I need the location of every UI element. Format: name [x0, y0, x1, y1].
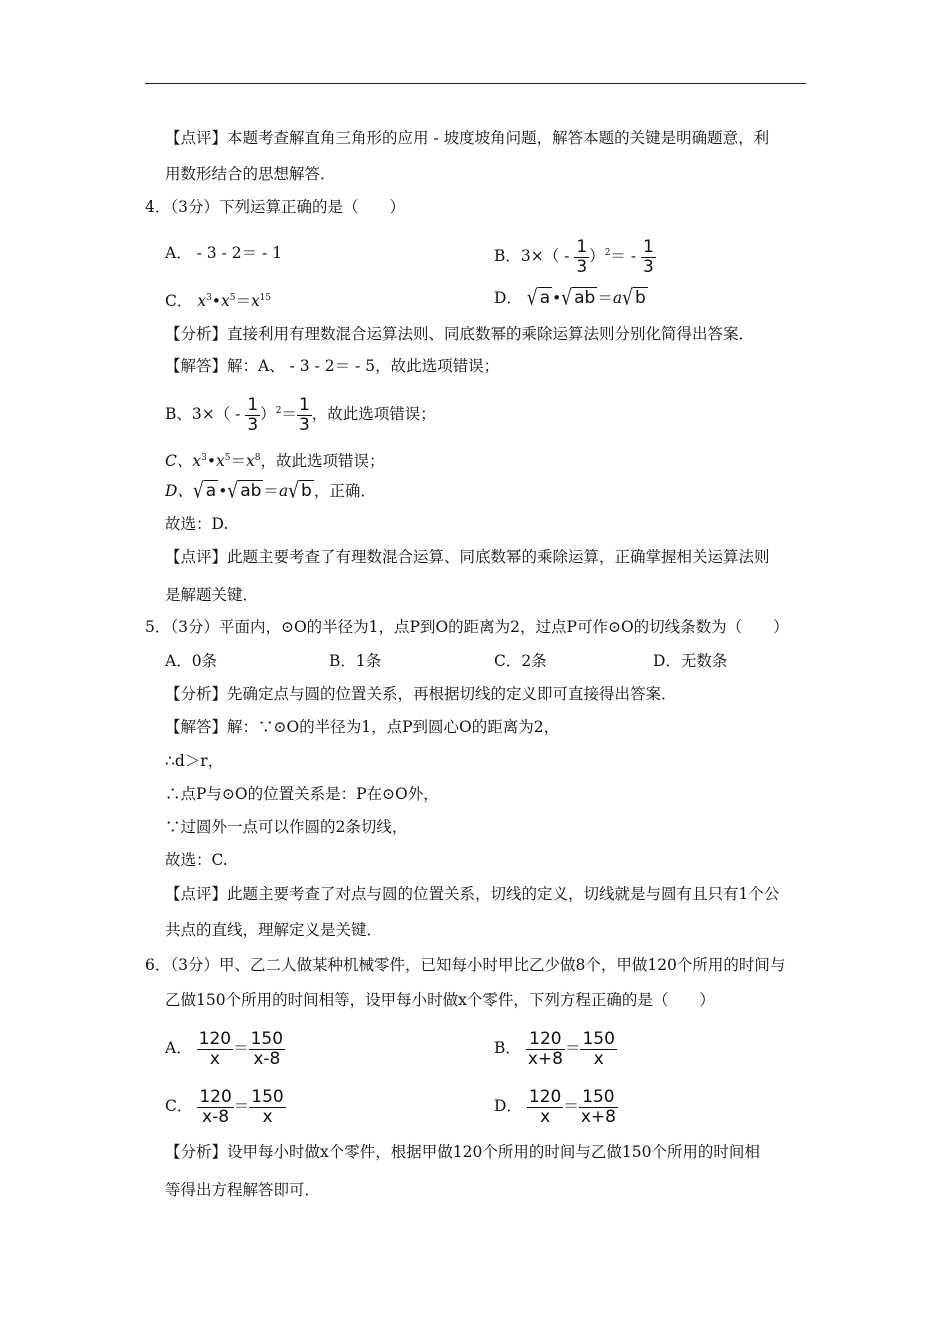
frac-denominator: x-8	[249, 1049, 285, 1069]
comment-label: 【点评】	[165, 129, 228, 147]
frac-numerator: 1	[247, 394, 259, 415]
frac-numerator: 1	[298, 394, 310, 415]
var-x: x	[246, 452, 255, 470]
frac-numerator: 120	[198, 1028, 232, 1049]
equals-sign: ＝	[563, 1097, 579, 1115]
header-rule	[145, 83, 806, 84]
q4-ans-b-frac-2	[297, 396, 312, 435]
q6-analysis-line-1	[165, 1142, 760, 1162]
q4-stem: 4．（3分）下列运算正确的是（ ）	[145, 198, 405, 216]
frac-denominator: x	[197, 1049, 233, 1069]
analysis-text: 直接利用有理数混合运算法则、同底数幂的乘除运算法则分别化简得出答案．	[227, 325, 755, 343]
frac-denominator: 3	[247, 414, 259, 435]
q4-c-label: C．	[165, 292, 193, 310]
equals-sign: ＝	[230, 452, 247, 470]
sqrt-a: √ a	[192, 478, 217, 504]
exponent: 2	[604, 248, 611, 258]
dot-operator: •	[218, 482, 228, 500]
var-a: a	[612, 289, 623, 307]
exponent: 5	[229, 293, 236, 303]
comment-text: 此题主要考查了有理数混合运算、同底数幂的乘除运算，正确掌握相关运算法则	[227, 548, 770, 566]
frac-denominator: x	[580, 1049, 616, 1069]
var-x: x	[250, 292, 260, 310]
comment-label: 【点评】	[165, 548, 228, 566]
q6-a-frac-left	[197, 1030, 233, 1069]
radicand: b	[301, 481, 312, 501]
q4-ans-d-label: D、	[165, 482, 193, 500]
q4-b-pre: B．3×（ -	[494, 247, 575, 265]
sqrt-ab: √ ab	[561, 285, 596, 311]
q4-choose: 故选：D.	[165, 515, 229, 533]
prev-comment-line-1	[165, 128, 769, 148]
q4-option-a: A． - 3 - 2＝ - 1	[165, 244, 283, 262]
frac-numerator: 120	[529, 1028, 562, 1049]
q4-comment-line-1	[165, 547, 770, 567]
frac-numerator: 1	[643, 236, 654, 257]
exponent: 2	[275, 406, 282, 416]
frac-denominator: 3	[576, 256, 588, 277]
radicand: b	[634, 288, 646, 308]
exponent: 8	[254, 453, 261, 463]
exponent: 5	[224, 453, 231, 463]
var-x: x	[220, 292, 230, 310]
dot-operator: •	[206, 452, 217, 470]
equals-sign: ＝	[233, 1097, 250, 1115]
equals-sign: ＝	[263, 482, 279, 500]
q6-b-frac-left	[526, 1030, 565, 1069]
q5-answer-3: ∴点P与⊙O的位置关系是：P在⊙O外，	[165, 785, 439, 803]
q5-stem: 5．（3分）平面内，⊙O的半径为1，点P到O的距离为2，过点P可作⊙O的切线条数为（ ）	[145, 618, 789, 636]
q4-option-d	[494, 285, 648, 311]
frac-denominator: x+8	[527, 1048, 563, 1069]
q5-analysis	[165, 684, 677, 704]
q4-ans-c-post: ，故此选项错误；	[260, 452, 385, 470]
equals-sign: ＝	[597, 289, 613, 307]
q6-a-label: A．	[165, 1039, 192, 1057]
frac-denominator: x+8	[580, 1106, 616, 1127]
analysis-text: 先确定点与圆的位置关系，再根据切线的定义即可直接得出答案．	[227, 685, 677, 703]
sqrt-a: √ a	[526, 285, 551, 311]
sqrt-b: √ b	[622, 285, 646, 311]
q6-stem-line-1: 6．（3分）甲、乙二人做某种机械零件，已知每小时甲比乙少做8个，甲做120个所用的时间与	[145, 956, 786, 974]
q4-option-c	[165, 288, 271, 311]
q5-answer-4: ∵过圆外一点可以作圆的2条切线，	[165, 818, 408, 836]
var-x: x	[197, 292, 207, 310]
q4-ans-b-pre: B、3×（ -	[165, 405, 246, 423]
radicand: a	[205, 481, 217, 501]
answer-label: 【解答】	[165, 718, 228, 736]
frac-numerator: 1	[576, 236, 588, 257]
analysis-text: 设甲每小时做x个零件，根据甲做120个所用的时间与乙做150个所用的时间相	[227, 1143, 760, 1161]
analysis-label: 【分析】	[165, 685, 228, 703]
equals-sign: ＝	[281, 405, 297, 423]
exponent: 15	[259, 293, 272, 303]
frac-denominator: x-8	[197, 1107, 233, 1127]
q4-ans-b-mid: ）	[260, 405, 276, 423]
q6-option-d	[494, 1084, 618, 1128]
comment-label: 【点评】	[165, 885, 228, 903]
q4-ans-c-label: C、	[165, 452, 193, 470]
analysis-label: 【分析】	[165, 325, 228, 343]
frac-numerator: 150	[582, 1086, 615, 1107]
q6-b-label: B．	[494, 1039, 521, 1057]
sqrt-ab: √ ab	[227, 478, 262, 504]
q6-c-label: C．	[165, 1097, 193, 1115]
q5-option-c: C．2条	[494, 652, 547, 670]
q6-option-c	[165, 1084, 286, 1128]
q5-option-a: A．0条	[165, 652, 218, 670]
q4-b-frac-2	[641, 238, 656, 277]
var-x: x	[192, 452, 202, 470]
q4-b-mid: ）	[589, 247, 605, 265]
q5-comment-line-1	[165, 884, 779, 904]
comment-text: 本题考查解直角三角形的应用 - 坡度坡角问题，解答本题的关键是明确题意，利	[227, 129, 770, 147]
q6-b-frac-right	[580, 1030, 616, 1069]
q4-ans-d-post: ，正确．	[313, 482, 376, 500]
equals-sign: ＝	[235, 292, 251, 310]
radicand: a	[539, 288, 551, 308]
sqrt-b: √ b	[288, 478, 312, 504]
q4-ans-b-post: ，故此选项错误；	[311, 405, 436, 423]
prev-comment-line-2: 用数形结合的思想解答．	[165, 165, 336, 183]
q4-option-b	[494, 230, 656, 279]
q4-ans-b-frac	[245, 396, 260, 435]
q5-choose: 故选：C.	[165, 851, 228, 869]
q6-d-label: D．	[494, 1097, 522, 1115]
frac-denominator: x	[527, 1107, 563, 1127]
var-x: x	[216, 452, 225, 470]
radicand: ab	[574, 288, 596, 308]
var-a: a	[278, 482, 289, 500]
dot-operator: •	[211, 292, 221, 310]
q5-answer-1	[165, 717, 559, 737]
q5-answer-2: ∴d＞r，	[165, 752, 224, 770]
q4-b-frac	[574, 238, 589, 277]
q4-d-label: D．	[494, 289, 522, 307]
q4-answer-c	[165, 448, 385, 471]
answer-text: 解：∵⊙O的半径为1，点P到圆心O的距离为2，	[227, 718, 560, 736]
frac-denominator: 3	[643, 256, 654, 277]
q6-d-frac-left	[527, 1088, 563, 1127]
q5-comment-line-2: 共点的直线，理解定义是关键．	[165, 921, 383, 939]
equals-sign: ＝	[564, 1039, 581, 1057]
q4-answer-d	[165, 478, 376, 504]
frac-denominator: 3	[298, 414, 310, 435]
q6-a-frac-right	[249, 1030, 285, 1069]
q6-option-b	[494, 1026, 617, 1070]
q4-answer-b	[165, 388, 436, 437]
answer-text: 解：A、 - 3 - 2＝ - 5，故此选项错误；	[227, 357, 500, 375]
frac-numerator: 150	[250, 1028, 284, 1049]
q6-c-frac-left	[197, 1088, 233, 1127]
frac-numerator: 120	[199, 1086, 232, 1107]
q6-c-frac-right	[249, 1088, 285, 1127]
q4-b-eq: ＝ -	[610, 247, 642, 265]
equals-sign: ＝	[233, 1039, 249, 1057]
frac-numerator: 150	[582, 1028, 615, 1049]
q6-d-frac-right	[579, 1088, 618, 1127]
q5-option-b: B．1条	[329, 652, 382, 670]
q4-answer-a	[165, 356, 499, 376]
q4-analysis	[165, 324, 754, 344]
comment-text: 此题主要考查了对点与圆的位置关系，切线的定义，切线就是与圆有且只有1个公	[227, 885, 780, 903]
frac-numerator: 150	[251, 1086, 284, 1107]
q6-option-a	[165, 1026, 285, 1070]
q6-stem-line-2: 乙做150个所用的时间相等，设甲每小时做x个零件，下列方程正确的是（ ）	[165, 991, 715, 1009]
exponent: 3	[206, 293, 212, 303]
analysis-label: 【分析】	[165, 1143, 228, 1161]
q4-comment-line-2: 是解题关键．	[165, 586, 259, 604]
frac-denominator: x	[249, 1107, 285, 1127]
radicand: ab	[240, 481, 262, 501]
frac-numerator: 120	[528, 1086, 562, 1107]
answer-label: 【解答】	[165, 357, 228, 375]
q5-option-d: D．无数条	[653, 652, 728, 670]
q6-analysis-line-2: 等得出方程解答即可．	[165, 1181, 321, 1199]
exponent: 3	[201, 453, 207, 463]
dot-operator: •	[552, 289, 562, 307]
